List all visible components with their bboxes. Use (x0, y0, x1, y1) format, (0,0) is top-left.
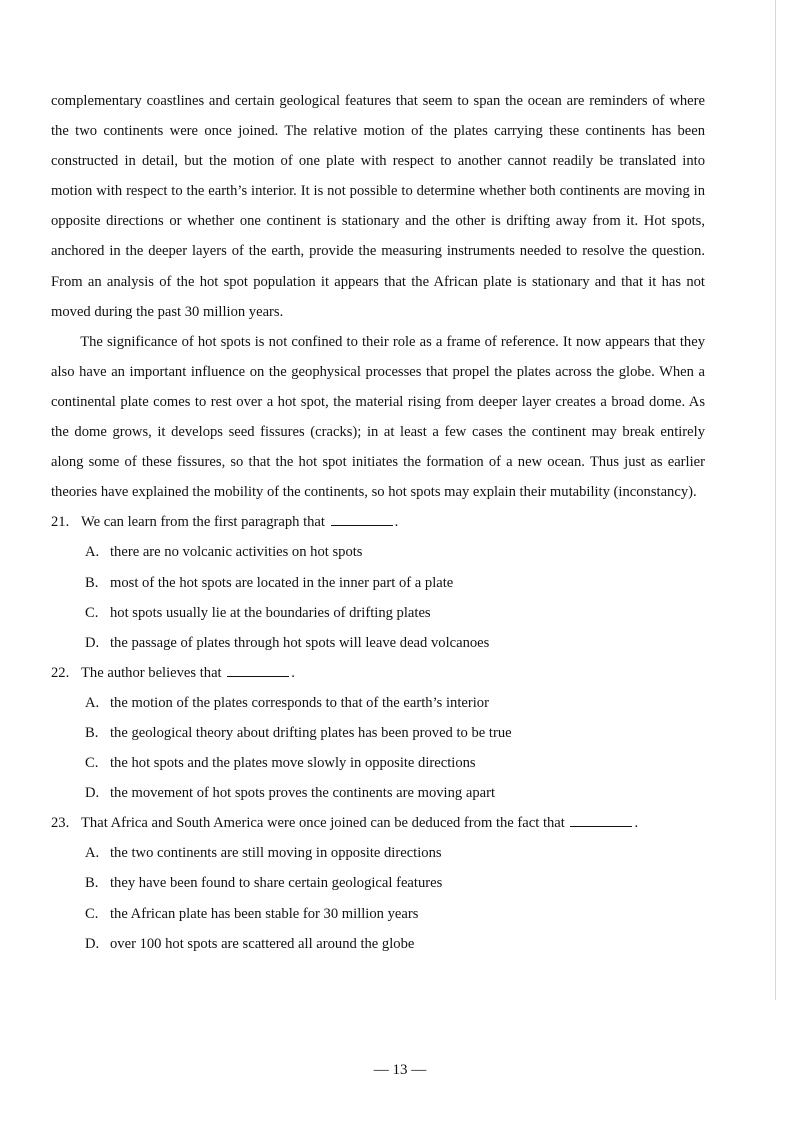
question-stem (51, 808, 705, 838)
page-edge-line (775, 0, 776, 1000)
option-c (51, 598, 705, 628)
question-number: 22. (51, 664, 70, 681)
question-text: The author believes that (81, 664, 222, 681)
answer-blank (227, 660, 289, 677)
question-23 (51, 808, 705, 958)
question-text: We can learn from the first paragraph that (81, 514, 325, 531)
option-text: hot spots usually lie at the boundaries of drifting plates (110, 604, 431, 621)
answer-blank (570, 810, 632, 827)
option-a (51, 838, 705, 868)
question-text: That Africa and South America were once joined can be deduced from the fact that (81, 815, 565, 832)
option-b (51, 718, 705, 748)
option-c (51, 899, 705, 929)
option-letter: D. (85, 634, 100, 651)
passage-paragraph: The significance of hot spots is not confined to their role as a frame of reference. It now appears that they also have an important influence on the geophysical processes that propel the plates across the globe. When a continental plate comes to rest over a hot spot, the material rising from deeper layer creates a broad dome. As the dome grows, it develops seed fissures (cracks); in at least a few cases the continent may break entirely along some of these fissures, so that the hot spot initiates the formation of a new ocean. Thus just as earlier theories have explained the mobility of the continents, so hot spots may explain their mutability (inconstancy). (51, 333, 705, 501)
option-letter: C. (85, 755, 99, 772)
option-letter: D. (85, 935, 100, 952)
question-number: 21. (51, 514, 70, 531)
page-number: — 13 — (373, 1062, 427, 1078)
question-number: 23. (51, 815, 70, 832)
option-letter: D. (85, 785, 100, 802)
option-a (51, 688, 705, 718)
question-end: . (634, 815, 639, 832)
option-d (51, 778, 705, 808)
option-text: the movement of hot spots proves the continents are moving apart (110, 785, 496, 802)
option-b (51, 868, 705, 898)
option-letter: C. (85, 905, 99, 922)
option-text: the geological theory about drifting plates has been proved to be true (110, 724, 512, 741)
option-text: over 100 hot spots are scattered all around the globe (110, 935, 415, 952)
passage-paragraph: complementary coastlines and certain geological features that seem to span the ocean are reminders of where the two continents were once joined. The relative motion of the plates carrying these continents has been constructed in detail, but the motion of one plate with respect to another cannot readily be translated into motion with respect to the earth’s interior. It is not possible to determine whether both continents are moving in opposite directions or whether one continent is stationary and the other is drifting away from it. Hot spots, anchored in the deeper layers of the earth, provide the measuring instruments needed to resolve the question. From an analysis of the hot spot population it appears that the African plate is stationary and that it has not moved during the past 30 million years. (51, 93, 705, 320)
document-body (51, 86, 705, 959)
question-stem (51, 507, 705, 537)
question-end: . (291, 664, 295, 681)
option-letter: A. (85, 544, 100, 561)
question-21 (51, 507, 705, 657)
option-letter: B. (85, 875, 99, 892)
option-d (51, 929, 705, 959)
option-text: the motion of the plates corresponds to that of the earth’s interior (110, 694, 489, 711)
option-a (51, 537, 705, 567)
option-letter: C. (85, 604, 99, 621)
answer-blank (331, 509, 393, 526)
option-text: the African plate has been stable for 30 million years (110, 905, 419, 922)
option-c (51, 748, 705, 778)
option-text: the passage of plates through hot spots will leave dead volcanoes (110, 634, 490, 651)
option-text: most of the hot spots are located in the inner part of a plate (110, 574, 454, 591)
option-text: there are no volcanic activities on hot spots (110, 544, 363, 561)
option-letter: A. (85, 845, 100, 862)
option-letter: A. (85, 694, 100, 711)
option-text: the two continents are still moving in opposite directions (110, 845, 442, 862)
question-22 (51, 658, 705, 808)
option-d (51, 628, 705, 658)
option-letter: B. (85, 574, 99, 591)
option-text: they have been found to share certain geological features (110, 875, 443, 892)
question-stem (51, 658, 705, 688)
option-b (51, 568, 705, 598)
question-end: . (394, 514, 399, 531)
option-letter: B. (85, 724, 99, 741)
option-text: the hot spots and the plates move slowly in opposite directions (110, 755, 476, 772)
